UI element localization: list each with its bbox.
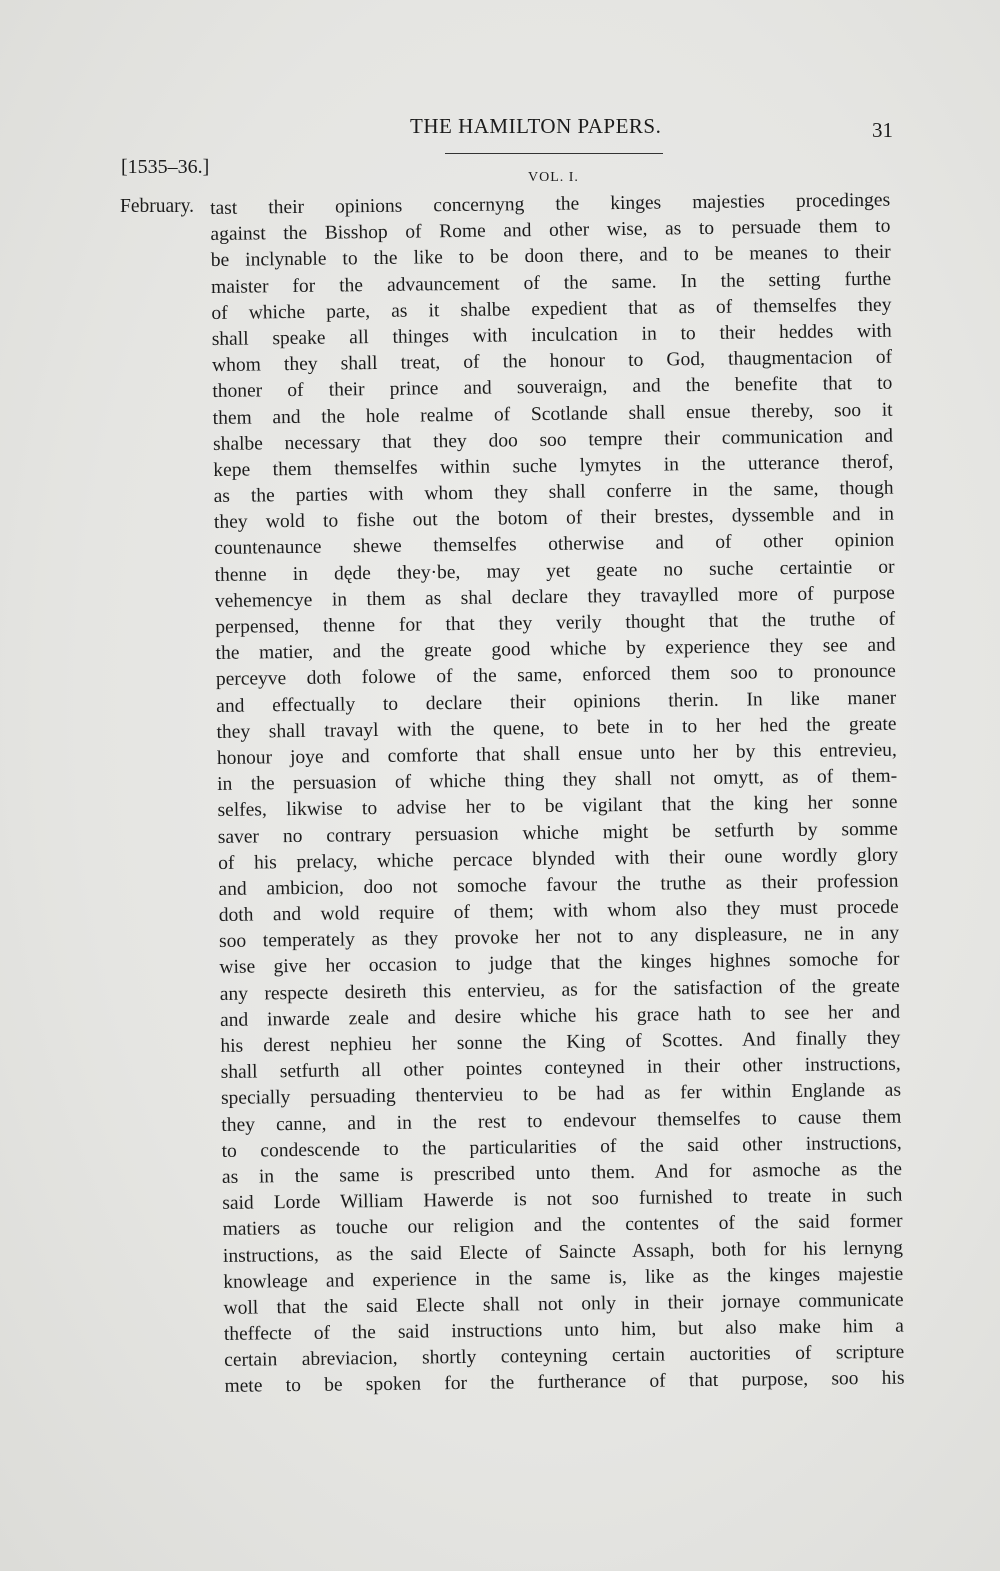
text-line: and ambicion, doo not somoche favour the truthe as their profession (218, 870, 899, 900)
text-line: any respecte desireth this entervieu, as for the satisfaction of the greate (219, 975, 900, 1005)
text-line: kepe them themselfes within suche lymytes in the utterance therof, (213, 451, 894, 481)
text-line: they canne, and in the rest to endevour themselfes to cause them (221, 1106, 902, 1136)
text-line: them and the hole realme of Scotlande shall ensue thereby, soo it (212, 399, 893, 429)
text-line: and inwarde zeale and desire whiche his grace hath to see her and (219, 1001, 901, 1031)
body-text (210, 188, 905, 1456)
text-line: perceyve doth folowe of the same, enforced them soo to pronounce (215, 661, 896, 691)
text-line: tast their opinions concernyng the kinges majesties procedinges (210, 189, 891, 219)
text-line: theffecte of the said instructions unto him, but also make him a (223, 1315, 904, 1345)
text-line: to condescende to the particularities of the said other instructions, (221, 1132, 902, 1162)
text-line: wise give her occasion to judge that the kinges highnes somoche for (219, 949, 900, 979)
text-line: thoner of their prince and souveraign, and the benefite that to (212, 372, 893, 403)
running-title: THE HAMILTON PAPERS. (410, 114, 662, 138)
text-line: and effectually to declare their opinions therin. In like maner (216, 687, 897, 717)
text-line: of whiche parte, as it shalbe expedient that as of themselfes they (211, 294, 892, 324)
text-line: honour joye and comforte that shall ensue unto her by this entrevieu, (216, 739, 897, 769)
text-line: knowleage and experience in the same is, like as the kinges majestie (223, 1263, 904, 1293)
text-line: as the parties with whom they shall conferre in the same, though (213, 477, 894, 508)
text-line: vehemencye in them as shal declare they travaylled more of purpose (214, 582, 896, 612)
text-line: whom they shall treat, of the honour to God, thaugmentacion of (211, 346, 893, 377)
text-line: specially persuading thentervieu to be had as fer within Englande as (220, 1080, 902, 1110)
volume-label: VOL. I. (528, 170, 579, 185)
text-line: said Lorde William Hawerde is not soo furnished to treate in such (222, 1184, 903, 1215)
text-line: they wold to fishe out the botom of their brestes, dyssemble and in (213, 503, 895, 534)
text-line: soo temperately as they provoke her not to any displeasure, ne in any (218, 922, 900, 953)
text-line: woll that the said Electe shall not only in their jornaye communicate (223, 1289, 904, 1319)
text-line: they shall travayl with the quene, to bete in to her hed the greate (216, 713, 897, 743)
text-line: his derest nephieu her sonne the King of Scottes. And finally they (220, 1027, 901, 1057)
text-line: shall setfurth all other pointes conteyned in their other instructions, (220, 1053, 901, 1084)
text-line: in the persuasion of whiche thing they shall not omytt, as of them- (217, 765, 898, 796)
text-line: certain abreviacion, shortly conteyning certain auctorities of scripture (224, 1341, 905, 1372)
margin-month: February. (120, 196, 195, 217)
text-line: be inclynable to the like to be doon there, and to be meanes to their (210, 242, 891, 272)
text-line: shall speake all thinges with inculcation in to their heddes with (211, 320, 892, 350)
text-line: the matier, and the greate good whiche by experience they see and (215, 634, 896, 665)
text-line: shalbe necessary that they doo soo tempre their communication and (212, 425, 894, 455)
text-line: of his prelacy, whiche percace blynded with their oune wordly glory (218, 844, 899, 874)
text-line: selfes, likwise to advise her to be vigilant that the king her sonne (217, 791, 898, 822)
date-bracket: [1535–36.] (121, 156, 210, 178)
text-line: thenne in dęde they·be, may yet geate no suche certaintie or (214, 556, 895, 586)
page-number: 31 (872, 118, 893, 142)
title-rule (445, 153, 663, 154)
text-line: maister for the advauncement of the same. In the setting furthe (210, 268, 892, 298)
text-line: matiers as touche our religion and the contentes of the said former (222, 1210, 903, 1241)
text-line: countenaunce shewe themselfes otherwise and of other opinion (214, 530, 895, 560)
text-line: against the Bisshop of Rome and other wise, as to persuade them to (210, 215, 891, 246)
text-line: instructions, as the said Electe of Saincte Assaph, both for his lernyng (222, 1237, 904, 1267)
text-line: doth and wold require of them; with whom also they must procede (218, 896, 899, 927)
text-line: as in the same is prescribed unto them. And for asmoche as the (221, 1158, 903, 1188)
text-line: mete to be spoken for the furtherance of that purpose, soo his (224, 1368, 905, 1398)
text-line: saver no contrary persuasion whiche might be setfurth by somme (217, 818, 898, 848)
text-line: perpensed, thenne for that they verily thought that the truthe of (215, 608, 896, 638)
